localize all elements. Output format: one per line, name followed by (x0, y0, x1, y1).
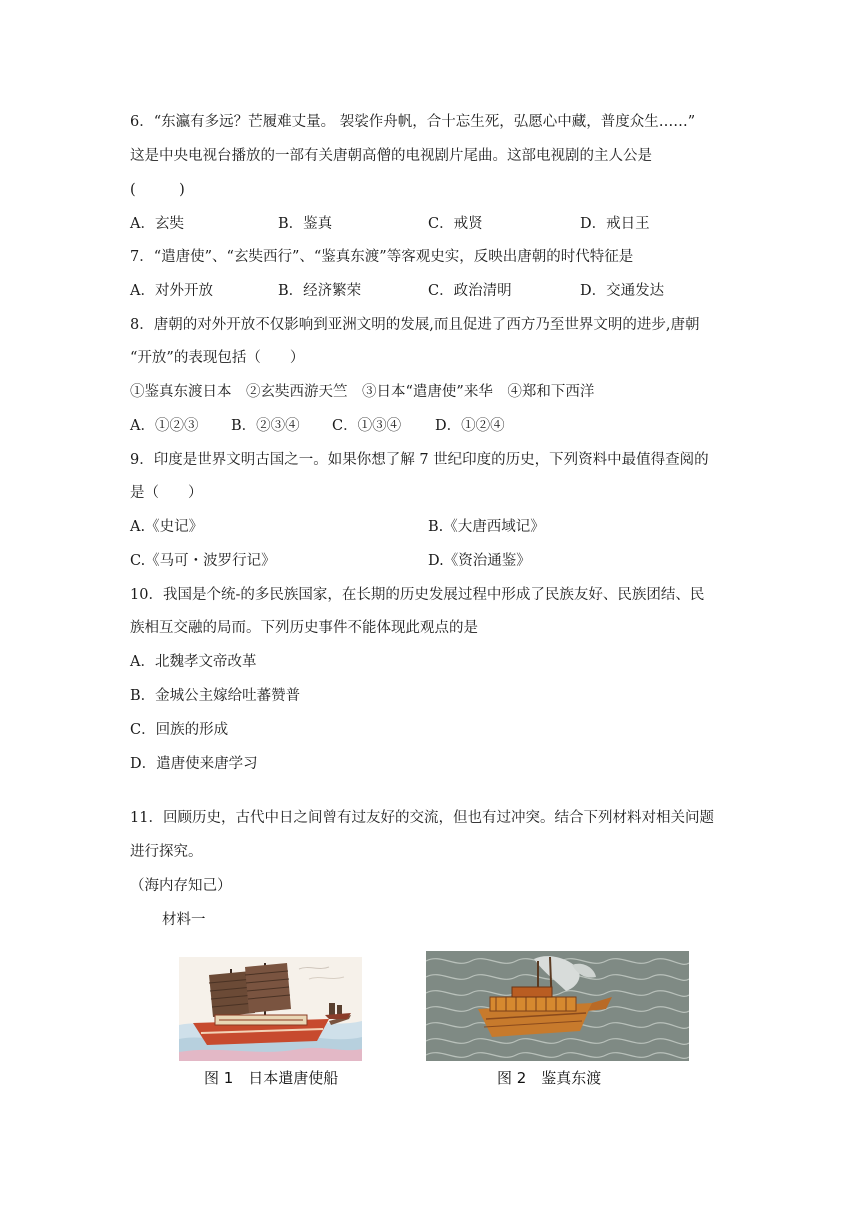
q6-option-a: A．玄奘 (130, 216, 184, 232)
q6-option-b: B．鉴真 (278, 216, 333, 232)
q10-stem-line2: 族相互交融的局而。下列历史事件不能体现此观点的是 (130, 620, 478, 636)
q8-option-c: C．①③④ (332, 418, 402, 434)
jianzhen-ship-illustration (426, 951, 689, 1061)
q6-option-d: D．戒日王 (580, 216, 650, 232)
q8-items: ①鉴真东渡日本 ②玄奘西游天竺 ③日本“遣唐使”来华 ④郑和下西洋 (130, 384, 595, 400)
q7-option-c: C．政治清明 (428, 283, 512, 299)
q10-option-c: C．回族的形成 (130, 722, 229, 738)
q9-option-d: D.《资治通鉴》 (428, 553, 531, 569)
q10-option-b: B．金城公主嫁给吐蕃赞普 (130, 688, 301, 704)
q11-stem-line2: 进行探究。 (130, 844, 203, 860)
q11-stem-line1: 11．回顾历史，古代中日之间曾有过友好的交流，但也有过冲突。结合下列材料对相关问题 (130, 810, 714, 826)
q10-option-d: D．遣唐使来唐学习 (130, 756, 258, 772)
figure-2-caption: 图 2 鉴真东渡 (497, 1069, 602, 1087)
q11-section-title: （海内存知己） (130, 878, 232, 894)
q10-option-a: A．北魏孝文帝改革 (130, 654, 257, 670)
q10-stem-line1: 10．我国是个统-的多民族国家，在长期的历史发展过程中形成了民族友好、民族团结、民 (130, 587, 705, 603)
q7-option-b: B．经济繁荣 (278, 283, 362, 299)
q8-stem-line1: 8．唐朝的对外开放不仅影响到亚洲文明的发展,而且促进了西方乃至世界文明的进步,唐朝 (130, 317, 700, 333)
q6-option-c: C．戒贤 (428, 216, 483, 232)
figure-jianzhen-crossing (426, 951, 689, 1061)
q9-option-b: B.《大唐西域记》 (428, 519, 545, 535)
q6-stem-line2: 这是中央电视台播放的一部有关唐朝高僧的电视剧片尾曲。这部电视剧的主人公是 (130, 148, 652, 164)
q8-option-a: A．①②③ (130, 418, 199, 434)
q7-option-a: A．对外开放 (130, 283, 213, 299)
q7-option-d: D．交通发达 (580, 283, 665, 299)
q9-option-a: A.《史记》 (130, 519, 204, 535)
q8-stem-line2: “开放”的表现包括（ ） (130, 350, 305, 366)
q7-stem-line1: 7．“遣唐使”、“玄奘西行”、“鉴真东渡”等客观史实，反映出唐朝的时代特征是 (130, 249, 634, 265)
q9-stem-line1: 9．印度是世界文明古国之一。如果你想了解 7 世纪印度的历史，下列资料中最值得查阅的 (130, 452, 709, 468)
q8-option-d: D．①②④ (435, 418, 505, 434)
figure-envoy-ship (179, 957, 362, 1061)
q9-stem-line2: 是（ ） (130, 485, 203, 501)
envoy-ship-illustration (179, 957, 362, 1061)
q8-option-b: B．②③④ (231, 418, 300, 434)
figure-1-caption: 图 1 日本遣唐使船 (204, 1069, 339, 1087)
q6-stem-line1: 6．“东瀛有多远？芒履难丈量。 袈裟作舟帆，合十忘生死，弘愿心中藏，普度众生……” (130, 114, 696, 130)
material-one-label: 材料一 (162, 912, 206, 928)
q6-answer-blank: ( ) (130, 182, 185, 198)
q9-option-c: C.《马可・波罗行记》 (130, 553, 276, 569)
